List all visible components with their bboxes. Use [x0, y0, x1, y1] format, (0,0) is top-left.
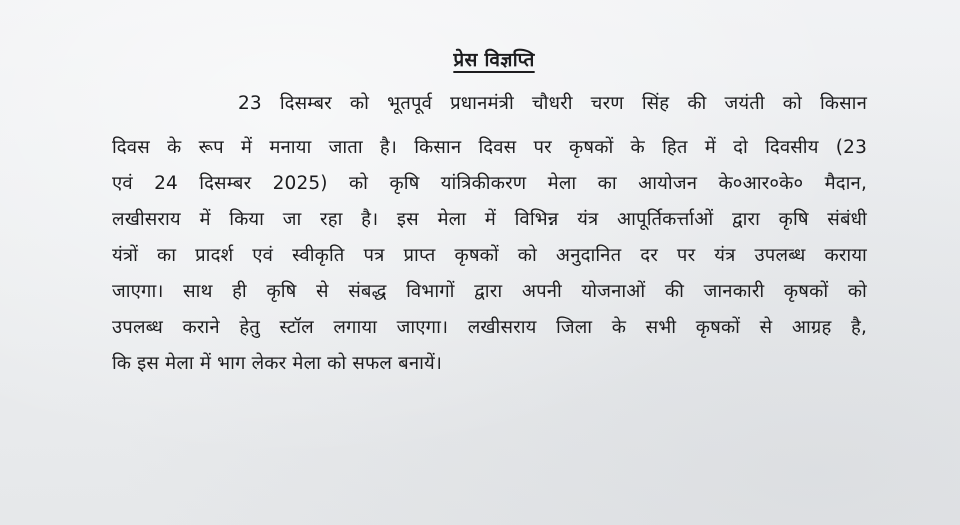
body-line-8: कि इस मेला में भाग लेकर मेला को सफल बनायें। [112, 353, 443, 374]
body-line-5: यंत्रों का प्रादर्श एवं स्वीकृति पत्र प्राप्त कृषकों को अनुदानित दर पर यंत्र उपलब्ध कराया [112, 245, 867, 266]
body-line-4: लखीसराय में किया जा रहा है। इस मेला में विभिन्न यंत्र आपूर्तिकर्त्ताओं द्वारा कृषि संबंधी [112, 209, 867, 230]
document-title [0, 46, 960, 72]
body-line-7: उपलब्ध कराने हेतु स्टॉल लगाया जाएगा। लखीसराय जिला के सभी कृषकों से आग्रह है, [112, 317, 867, 338]
body-line-2: दिवस के रूप में मनाया जाता है। किसान दिवस पर कृषकों के हित में दो दिवसीय (23 [112, 137, 867, 158]
body-line-3: एवं 24 दिसम्बर 2025) को कृषि यांत्रिकीकरण मेला का आयोजन के०आर०के० मैदान, [112, 173, 867, 194]
body-line-1: 23 दिसम्बर को भूतपूर्व प्रधानमंत्री चौधरी चरण सिंह की जयंती को किसान [238, 93, 867, 114]
body-line-6: जाएगा। साथ ही कृषि से संबद्ध विभागों द्वारा अपनी योजनाओं की जानकारी कृषकों को [112, 281, 867, 302]
title-text: प्रेस विज्ञप्ति [453, 49, 535, 71]
